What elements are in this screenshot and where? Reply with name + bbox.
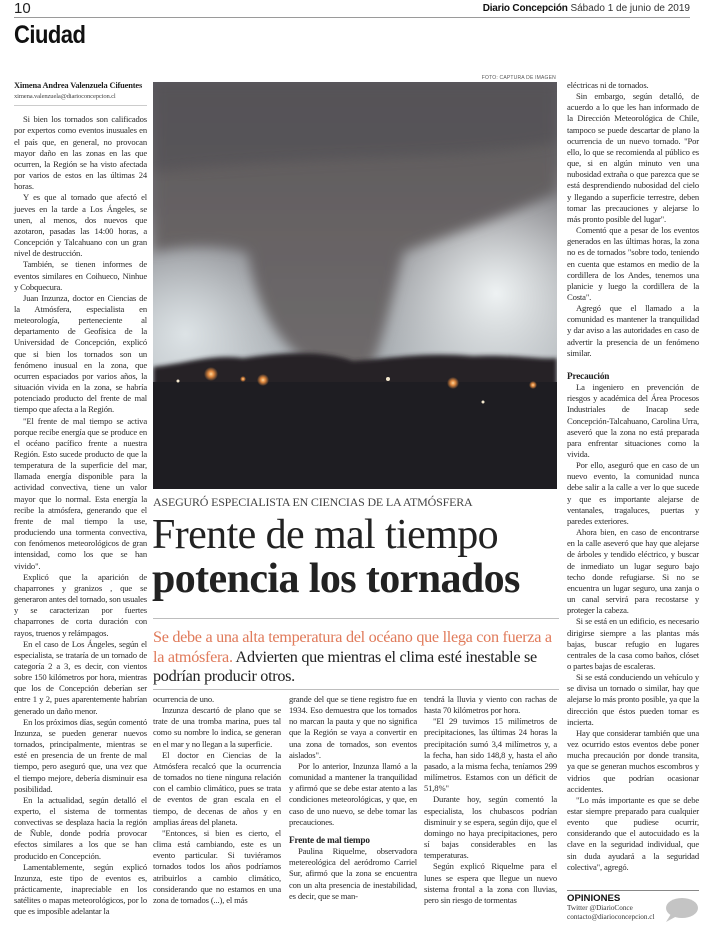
publication-date: Sábado 1 de junio de 2019 [570, 3, 690, 14]
article-column-1 [14, 80, 147, 918]
speech-bubble-icon [663, 897, 699, 923]
subhead-frente-de-mal-tiempo: Frente de mal tiempo [289, 834, 370, 845]
paragraph: Si bien los tornados son calificados por expertos como eventos inusuales en el país que, en general, no provocan mayor daño en las zonas en las que ocurren, la Región se ha visto afectada por varios de estos en las últimas 24 horas. [14, 114, 147, 192]
tornado-image [153, 82, 557, 489]
article-column-3 [289, 694, 417, 902]
paragraph: Agregó que el llamado a la comunidad es mantener la tranquilidad y dar aviso a las autoridades en caso de advertir la presencia de un fenómeno similar. [567, 303, 699, 358]
headline-divider [153, 618, 559, 619]
byline [14, 80, 147, 106]
paragraph: Por lo anterior, Inzunza llamó a la comunidad a mantener la tranquilidad y afirmó que se debe estar atento a las condiciones meteorológicas, y que, en caso de uno nuevo, se debe tomar las precauciones. [289, 760, 417, 827]
column-3-body [289, 694, 417, 828]
deck-text: Advierten que mientras el clima esté inestable se podrían producir otros. [153, 647, 537, 685]
opinions-email[interactable]: contacto@diarioconcepcion.cl [567, 913, 655, 921]
paragraph: Paulina Riquelme, observadora metereológica del aeródromo Carriel Sur, afirmó que la zona se encuentra con un alta presencia de inestabilidad, es decir, que se man- [289, 846, 417, 901]
paragraph: ocurrencia de uno. [153, 694, 215, 704]
section-title: Ciudad [14, 21, 86, 49]
paragraph: Inzunza descartó de plano que se trate de una tromba marina, pues tal como su nombre lo indica, se generan en el mar y no llegan a la superficie. [153, 705, 281, 749]
paragraph: Sin embargo, según detalló, de acuerdo a lo que les han informado de la Dirección Meteorológica de Chile, tampoco se puede descartar de plano la ocurrencia de un nuevo tornado. "Por ello, lo que se recomienda al público es que, si en algún minuto ven una nubosidad extraña o que parezca que se está desprendiendo nubosidad del cielo y llegando a superficie terrestre, deben tomar las precauciones y alejarse lo más pronto posible del lugar". [567, 91, 699, 224]
paragraph: Ahora bien, en caso de encontrarse en la calle aseveró que hay que alejarse de árboles y tendido eléctrico, y buscar de inmediato un lugar seguro bajo techo donde refugiarse. Si no se encuentra un lugar seguro, una zanja o un canal servirá para recostarse y proteger la cabeza. [567, 527, 699, 616]
subhead-precaucion: Precaución [567, 370, 610, 381]
paragraph: La ingeniero en prevención de riesgos y académica del Área Procesos Industriales de Inacap sede Concepción-Talcahuano, Carolina Urra, aseveró que la zona no está preparada para enfrentar situaciones como la vivida. [567, 382, 699, 459]
paragraph: Durante hoy, según comentó la especialista, los chubascos podrían disminuir y se espera, según dijo, que el domingo no haya precipitaciones, pero sí bajas considerables en las temperaturas. [424, 794, 557, 861]
column-2-body [153, 694, 281, 906]
paragraph: También, se tienen informes de eventos similares en Coihueco, Ninhue y Cobquecura. [14, 259, 147, 292]
page-header [14, 0, 690, 18]
author-email[interactable]: ximena.valenzuela@diarioconcepcion.cl [14, 91, 147, 106]
paragraph: Y es que al tornado que afectó el jueves en la tarde a Los Ángeles, se unen, al menos, dos nuevos que azotaron, pasadas las 14:00 horas, a Concepción y Talcahuano con un gran nivel de destrucción. [14, 192, 147, 259]
column-3-body-cont [289, 846, 417, 902]
masthead [483, 3, 690, 14]
deck-divider [153, 689, 559, 690]
paragraph: Explicó que la aparición de chaparrones y granizos , que se generaron antes del tornado, son usuales y se caracterizan por fuertes chaparrones de corta duración con rayos, truenos y relámpagos. [14, 571, 147, 638]
article-column-2 [153, 694, 281, 906]
paragraph: En la actualidad, según detalló el experto, el sistema de tormentas convectivas se desplaza hacia la región de Ñuble, donde podría provocar efectos similares a los que se han producido en Concepción. [14, 794, 147, 861]
article-kicker: ASEGURÓ ESPECIALISTA EN CIENCIAS DE LA ATMÓSFERA [153, 495, 473, 509]
paragraph: Si se está en un edificio, es necesario dirigirse siempre a las plantas más bajas, buscar refugio en lugares centrales de la casa como baños, clóset o partes bajas de escaleras. [567, 616, 699, 671]
column-5-body [567, 80, 699, 359]
paragraph: El doctor en Ciencias de la Atmósfera recalcó que la ocurrencia de tornados no tiene ninguna relación con el cambio climático, pues se trata de eventos de gran escala en el tiempo, de decenas de años y en amplias áreas del planeta. [153, 749, 281, 827]
opinions-box [567, 893, 704, 933]
column-4-body [424, 694, 557, 906]
paragraph: Lamentablemente, según explicó Inzunza, este tipo de eventos es, prácticamente, inapreciable en los satélites o mapas meteorológicos, por lo que es imposible adelantar la [14, 861, 147, 917]
paragraph: Por ello, aseguró que en caso de un nuevo evento, la comunidad nunca debe salir a la calle a ver lo que sucede y que es importante alejarse de ventanales, tragaluces, puertas y paredes exteriores. [567, 460, 699, 526]
paragraph: grande del que se tiene registro fue en 1934. Eso demuestra que los tornados no marcan la pauta y que no significa que la Región se vaya a convertir en una zona de tornados, son eventos aislados". [289, 694, 417, 760]
paragraph: tendrá la lluvia y viento con rachas de hasta 70 kilómetros por hora. [424, 694, 557, 716]
headline-line-2: potencia los tornados [152, 556, 520, 602]
opinions-twitter[interactable]: Twitter @DiarioConce [567, 904, 633, 912]
paragraph: "El 29 tuvimos 15 milímetros de precipitaciones, las últimas 24 horas la precipitación sumó 3,4 milímetros y, a la fecha, han sido 148,8 y, hasta el año pasado, a la misma fecha, teníamos 299 milímetros. Estamos con un déficit de 51,8%" [424, 716, 557, 794]
column-1-body [14, 114, 147, 917]
paragraph: "Entonces, si bien es cierto, el clima está cambiando, este es un evento particular. Si tuviéramos tornados todos los años podríamos atribuirlos a cambio climático, considerando que no estamos en una zona de tornados (...), el más [153, 827, 281, 905]
paragraph: Comentó que a pesar de los eventos generados en las últimas horas, la zona no es de tornados "sobre todo, teniendo en cuenta que estamos en medio de la cordillera de los Andes, tenemos una planicie y luego la cordillera de la Costa". [567, 225, 699, 302]
newspaper-name[interactable]: Diario Concepción [482, 3, 568, 14]
paragraph: "El frente de mal tiempo se activa porque recibe energía que se produce en el océano pacífico frente a nuestra Región. Esto sucede producto de que la temperatura de la superficie del mar, llamada energía disponible para la actividad convectiva, tiene un valor mayor que lo normal. Esta energía la recibe la atmósfera, generando que el frente de mal tiempo la use, produciendo una tormenta convectiva, con fenómenos meteorológicos de gran intensidad, como los que se han vivido". [14, 415, 147, 571]
paragraph: En el caso de Los Ángeles, según el especialista, se trataría de un tornado de categoría 2 a 3, es decir, con vientos sobre 150 kilómetros por hora, mientras que los de Concepción deberían ser entre 1 y 2, pues aparentemente habrían generado un daño menor. [14, 638, 147, 716]
headline-line-1: Frente de mal tiempo [152, 512, 499, 558]
article-column-4 [424, 694, 557, 906]
paragraph: Según explicó Riquelme para el lunes se espera que llegue un nuevo sistema frontal a la zona con lluvias, pero sin riesgo de tormentas [424, 861, 557, 905]
opinions-divider [567, 890, 699, 891]
paragraph: "Lo más importante es que se debe estar siempre preparado para cualquier evento que pudiese ocurrir, considerando que el autocuidado es la clave en la seguridad individual, que sin duda ayudará a la seguridad colectiva", agregó. [567, 794, 699, 872]
paragraph: Hay que considerar también que una vez ocurrido estos eventos debe poner mucha precaución por donde transita, ya que se generan muchos escombros y vidrios que podrían ocasionar accidentes. [567, 727, 699, 794]
paragraph: Juan Inzunza, doctor en Ciencias de la Atmósfera, especialista en meteorología, perteneciente al departamento de Geofísica de la Universidad de Concepción, explicó que si bien los tornados son un fenómeno inusual en la zona, que ocurren espaciados por varios años, la situación vivida en la zona, se habría potenciado producto del frente de mal tiempo que afecta a la Región. [14, 292, 147, 415]
column-5-body-cont [567, 382, 699, 873]
article-column-5 [567, 80, 699, 873]
paragraph: eléctricas ni de tornados. [567, 80, 649, 90]
paragraph: En los próximos días, según comentó Inzunza, se pueden generar nuevos tornados, principalmente, mientras se esté en presencia de un frente de mal tiempo, pero aseguró que, una vez que el tiempo mejore, debería disminuir esa posibilidad. [14, 716, 147, 794]
article-headline [152, 513, 562, 601]
photo-credit: FOTO: CAPTURA DE IMAGEN [481, 75, 556, 81]
author-name: Ximena Andrea Valenzuela Cifuentes [14, 81, 143, 90]
page-number: 10 [14, 0, 31, 17]
tornado-photo [153, 82, 557, 489]
opinions-title: OPINIONES [567, 893, 621, 904]
deck-highlight: Se debe a una alta temperatura del océano que llega con fuerza a la atmósfera. [153, 628, 552, 666]
paragraph: Si se está conduciendo un vehículo y se divisa un tornado o similar, hay que alejarse lo más pronto posible, ya que la dirección que éstos pueden tomar es incierta. [567, 672, 699, 727]
article-deck [153, 628, 558, 687]
